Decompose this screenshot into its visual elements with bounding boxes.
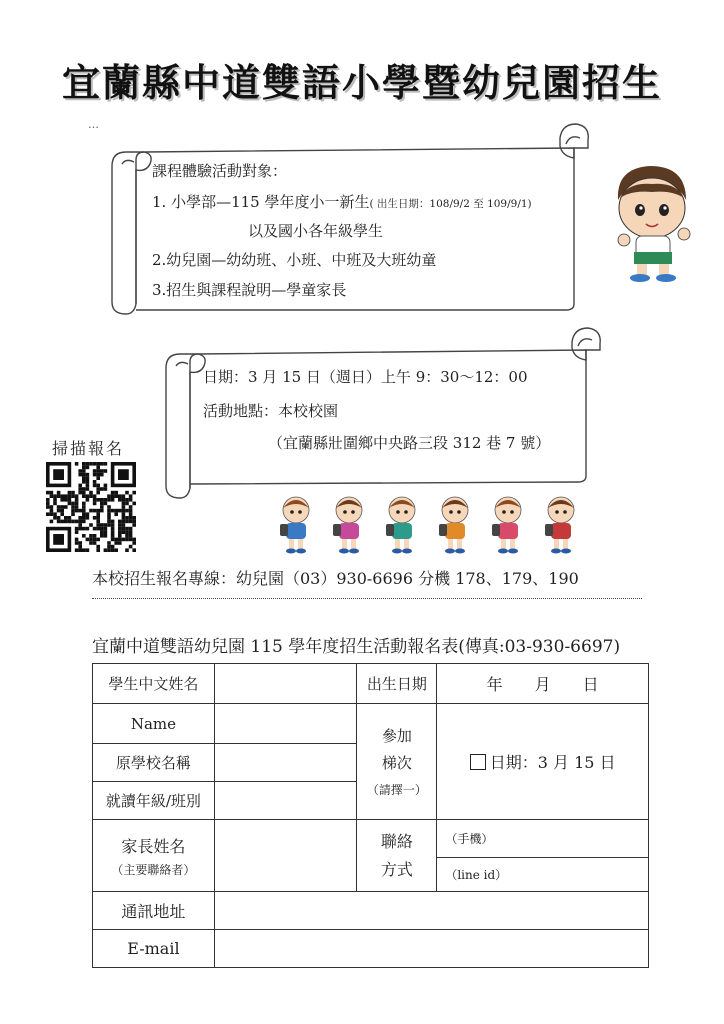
session-option-label: 日期：3 月 15 日 (489, 753, 616, 772)
course-item-1-text: 1. 小學部—115 學年度小一新生 (152, 193, 370, 211)
page-title: 宜蘭縣中道雙語小學暨幼兒園招生 (61, 61, 662, 105)
english-name-field[interactable] (214, 704, 357, 744)
registration-qr-code[interactable] (46, 462, 136, 552)
enrollment-hotline: 本校招生報名專線：幼兒園（03）930-6696 分機 178、179、190 (92, 569, 579, 588)
contact-label-line1: 聯絡 (380, 831, 413, 851)
event-date: 日期：3 月 15 日（週日）上午 9：30～12：00 (203, 368, 528, 386)
course-heading: 課程體驗活動對象： (152, 162, 288, 180)
scan-register-label: 掃描報名 (52, 439, 125, 458)
event-address: （宜蘭縣壯圍鄉中央路三段 312 巷 7 號） (268, 434, 551, 452)
session-label-line2: 梯次 (381, 754, 412, 772)
form-title: 宜蘭中道雙語幼兒園 115 學年度招生活動報名表(傳真:03-930-6697) (92, 637, 621, 657)
prev-school-field[interactable] (214, 744, 357, 782)
course-item-1-cont: 以及國小各年級學生 (248, 222, 384, 240)
course-item-1-note: ( 出生日期：108/9/2 至 109/9/1) (369, 198, 532, 210)
cut-line-divider (92, 598, 642, 599)
event-location: 活動地點：本校校園 (203, 402, 339, 420)
student-name-label: 學生中文姓名 (93, 664, 215, 704)
course-item-2: 2.幼兒園—幼幼班、小班、中班及大班幼童 (152, 251, 437, 269)
grade-class-field[interactable] (214, 782, 357, 820)
prev-school-label: 原學校名稱 (93, 744, 215, 782)
address-field[interactable] (214, 892, 648, 930)
birthdate-field[interactable]: 年 月 日 (437, 664, 649, 704)
session-label (357, 704, 437, 820)
registration-form-table (92, 663, 649, 968)
birthdate-label: 出生日期 (357, 664, 437, 704)
course-item-3: 3.招生與課程說明—學童家長 (152, 281, 347, 299)
email-field[interactable] (214, 930, 648, 968)
top-dots: … (88, 118, 99, 131)
email-label: E-mail (93, 930, 215, 968)
grade-class-label: 就讀年級/班別 (93, 782, 215, 820)
mobile-field[interactable]: （手機） (437, 820, 649, 858)
session-label-line1: 參加 (381, 727, 412, 745)
parent-name-text: 家長姓名 (121, 837, 186, 856)
contact-label (357, 820, 437, 892)
address-label: 通訊地址 (93, 892, 215, 930)
course-item-1 (152, 191, 532, 212)
session-checkbox[interactable] (470, 754, 486, 770)
cartoon-boy-illustration (608, 160, 698, 285)
session-option[interactable] (437, 704, 649, 820)
parent-name-note: （主要聯絡者） (111, 863, 196, 877)
student-name-field[interactable] (214, 664, 357, 704)
choose-one-note: （請擇一） (366, 783, 427, 797)
line-id-field[interactable]: （line id） (437, 858, 649, 892)
english-name-label: Name (93, 704, 215, 744)
parent-name-field[interactable] (214, 820, 357, 892)
contact-label-line2: 方式 (380, 859, 413, 879)
parent-name-label (93, 820, 215, 892)
children-walking-illustration (274, 494, 584, 556)
